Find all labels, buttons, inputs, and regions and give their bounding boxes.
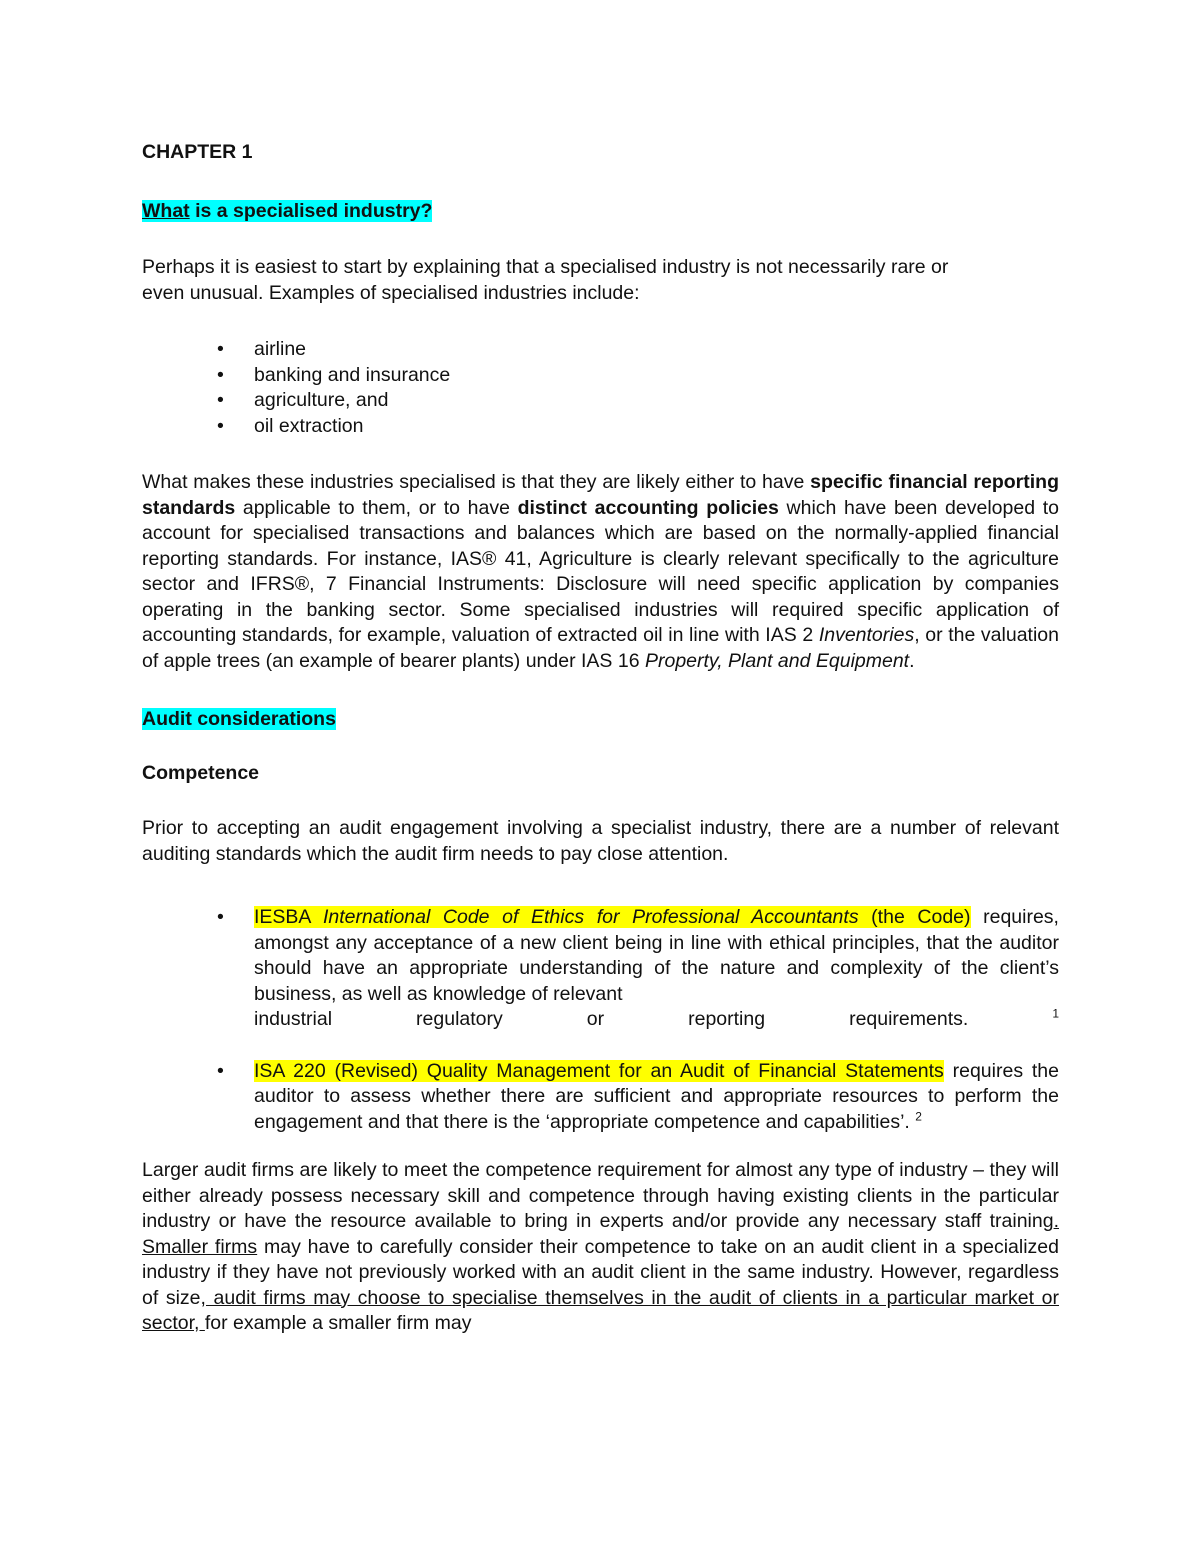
intro-line-2: even unusual. Examples of specialised industries include:	[142, 281, 640, 304]
footnote-ref-2[interactable]: 2	[915, 1109, 922, 1123]
intro-paragraph	[142, 255, 1059, 306]
text-run: IESBA	[254, 906, 323, 928]
industries-list	[142, 337, 1059, 439]
section-heading-specialised-industry	[142, 199, 1059, 225]
bold-run: distinct accounting policies	[517, 496, 779, 519]
text-run: applicable to them, or to have	[235, 496, 518, 519]
text-run: for example a smaller firm may	[204, 1312, 472, 1334]
text-run: requires the auditor to assess whether there are sufficient and appropriate resources to perform the engagement and that there is the ‘appropriate competence and capabilities’.	[254, 1059, 1059, 1133]
chapter-title: CHAPTER 1	[142, 141, 253, 163]
italic-run: Property, Plant and Equipment	[644, 649, 910, 672]
standards-list	[142, 905, 1059, 1135]
highlight-run: ISA 220 (Revised) Quality Management for an Audit of Financial Statements	[254, 1059, 944, 1082]
document-page	[142, 140, 1059, 1337]
underlined-run: . Smaller firms	[142, 1210, 1059, 1258]
heading-word-what: What	[142, 199, 190, 222]
list-item-isa220	[142, 1059, 1059, 1136]
intro-line-1: Perhaps it is easiest to start by explaining that a specialised industry is not necessarily rare or	[142, 256, 949, 278]
list-item: • airline	[142, 337, 1059, 363]
text-run: may have to carefully consider their competence to take on an audit client in a specialized industry if they have not previously worked with an audit client in the same industry. However, regardless of size	[142, 1235, 1059, 1309]
specialised-paragraph	[142, 470, 1059, 674]
list-item: • agriculture, and	[142, 388, 1059, 414]
text-run: (the Code)	[858, 906, 971, 928]
section-heading-audit-considerations	[142, 707, 1059, 733]
list-item: • banking and insurance	[142, 363, 1059, 389]
larger-firms-paragraph	[142, 1158, 1059, 1337]
text-run: , or the valuation of apple trees (an example of bearer plants) under IAS 16	[142, 624, 1059, 672]
text-run: requires, amongst any acceptance of a new client being in line with ethical principles, that the auditor should have an appropriate understanding of the nature and complexity of the client’s business, as well as knowledge of relevant	[254, 906, 1059, 1005]
heading-rest: is a specialised industry?	[189, 199, 433, 222]
competence-paragraph: Prior to accepting an audit engagement involving a specialist industry, there are a number of relevant auditing standards which the audit firm needs to pay close attention.	[142, 817, 1059, 865]
text-run: which have been developed to account for specialised transactions and balances which are based on the normally-applied financial reporting standards. For instance, IAS® 41, Agriculture is clearly relevant specifically to the agriculture sector and IFRS®, 7 Financial Instruments: Disclosure will need specific application by companies operating in the banking sector. Some specialised industries will required specific application of accounting standards, for example, valuation of extracted oil in line with IAS 2	[142, 496, 1059, 646]
underlined-run: , audit firms may choose to specialise themselves in the audit of clients in a particular market or sector,	[142, 1286, 1059, 1334]
justified-last-line	[254, 1007, 1059, 1033]
text-run: industrial regulatory or reporting requirements.	[254, 1008, 969, 1030]
text-run: .	[909, 649, 915, 672]
italic-run: International Code of Ethics for Professional Accountants	[322, 906, 859, 928]
list-item: • oil extraction	[142, 414, 1059, 440]
list-item-iesba	[142, 905, 1059, 1033]
subheading-competence: Competence	[142, 761, 260, 784]
footnote-ref-1[interactable]: 1	[1052, 1006, 1059, 1021]
heading-text: Audit considerations	[142, 708, 336, 730]
text-run: What makes these industries specialised is that they are likely either to have	[142, 471, 811, 493]
text-run: Larger audit firms are likely to meet the competence requirement for almost any type of industry – they will either already possess necessary skill and competence through having existing clients in the particular industry or have the resource available to bring in experts and/or provide any necessary staff training	[142, 1159, 1059, 1232]
italic-run: Inventories	[818, 624, 915, 646]
bold-run: specific financial reporting standards	[142, 471, 1060, 519]
